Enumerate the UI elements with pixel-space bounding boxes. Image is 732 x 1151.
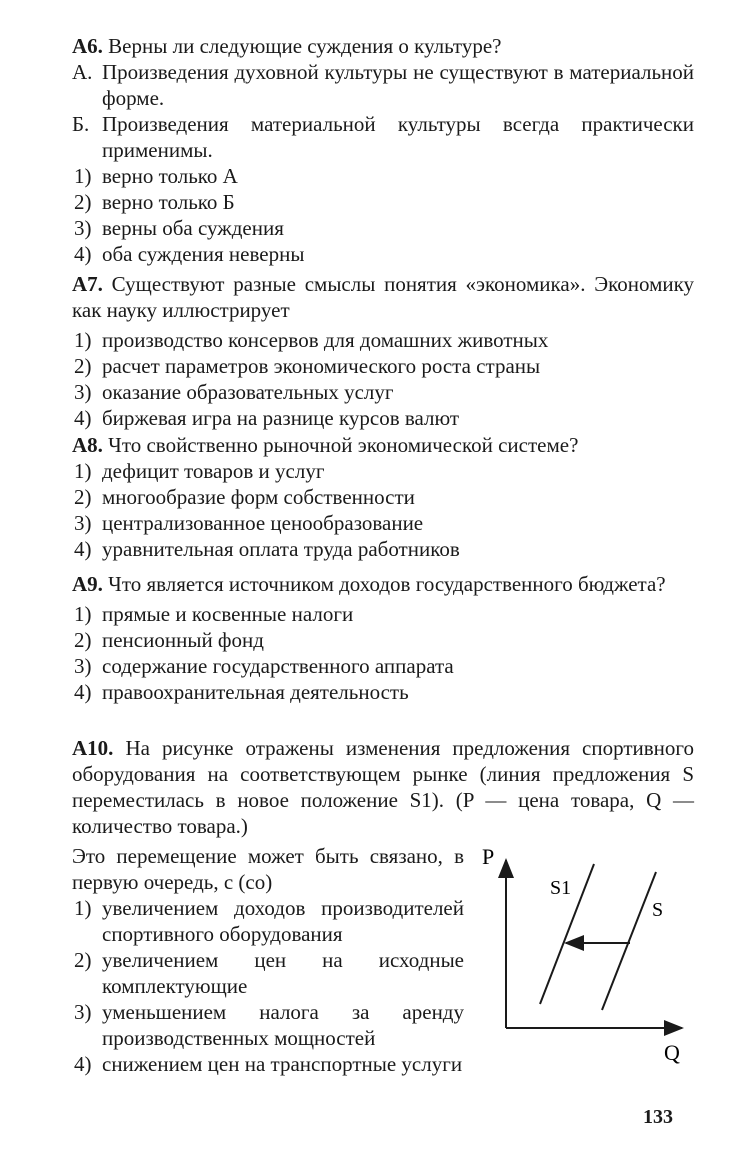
question-a10-text [72,735,694,839]
question-number: А6. [72,34,103,58]
q-axis-label: Q [664,1040,680,1065]
statement-text: Произведения материальной культуры всегда практически применимы. [102,112,694,162]
option-number: 1) [74,328,92,352]
option-text: оба суждения неверны [102,242,305,266]
option-number: 1) [74,459,92,483]
statement-text: Произведения духовной культуры не существуют в материальной форме. [102,60,694,110]
option-text: правоохранительная деятельность [102,680,409,704]
answer-option[interactable] [72,327,694,353]
option-number: 3) [74,216,92,240]
option-number: 3) [74,511,92,535]
question-a9-text [72,571,694,597]
option-text: производство консервов для домашних животных [102,328,549,352]
question-number: А10. [72,736,114,760]
option-text: расчет параметров экономического роста страны [102,354,541,378]
answer-option[interactable] [72,947,464,999]
statement-letter: Б. [72,112,90,136]
answer-option[interactable] [72,679,694,705]
answer-option[interactable] [72,353,694,379]
option-text: прямые и косвенные налоги [102,602,354,626]
answer-option[interactable] [72,163,694,189]
statement-b [72,111,694,163]
question-text: Существуют разные смыслы понятия «экономика». Экономику как науку иллюстрирует [72,272,695,322]
option-number: 2) [74,948,92,972]
option-text: пенсионный фонд [102,628,264,652]
answer-option[interactable] [72,379,694,405]
answer-option[interactable] [72,536,694,562]
question-lead: Это перемещение может быть связано, в первую очередь, с (со) [72,844,464,894]
answer-option[interactable] [72,999,464,1051]
answer-option[interactable] [72,189,694,215]
option-number: 1) [74,164,92,188]
option-text: верно только Б [102,190,235,214]
option-text: увеличением цен на исходные комплектующие [102,948,464,998]
option-number: 2) [74,190,92,214]
option-number: 3) [74,1000,92,1024]
answer-option[interactable] [72,458,694,484]
option-number: 3) [74,654,92,678]
question-a6 [72,33,694,267]
question-number: А7. [72,272,103,296]
answer-option[interactable] [72,510,694,536]
option-number: 4) [74,406,92,430]
option-text: оказание образовательных услуг [102,380,394,404]
answer-option[interactable] [72,627,694,653]
option-text: уменьшением налога за аренду производственных мощностей [102,1000,464,1050]
answer-option[interactable] [72,653,694,679]
supply-shift-diagram [476,840,696,1080]
answer-option[interactable] [72,241,694,267]
option-number: 1) [74,602,92,626]
question-a8 [72,432,694,562]
option-text: уравнительная оплата труда работников [102,537,460,561]
option-text: биржевая игра на разнице курсов валют [102,406,460,430]
answer-option[interactable] [72,895,464,947]
option-text: снижением цен на транспортные услуги [102,1052,463,1076]
option-number: 4) [74,680,92,704]
answer-option[interactable] [72,215,694,241]
page-number: 133 [643,1106,673,1128]
question-a6-text [72,33,694,59]
option-number: 2) [74,628,92,652]
option-number: 1) [74,896,92,920]
question-a7 [72,271,694,431]
option-number: 4) [74,242,92,266]
answer-option[interactable] [72,484,694,510]
statement-letter: А. [72,60,93,84]
question-a9 [72,571,694,705]
option-text: увеличением доходов производителей спортивного оборудования [102,896,464,946]
option-number: 2) [74,485,92,509]
question-text: Верны ли следующие суждения о культуре? [108,34,502,58]
s1-label: S1 [550,877,572,899]
answer-option[interactable] [72,405,694,431]
option-text: дефицит товаров и услуг [102,459,325,483]
question-number: А9. [72,572,103,596]
s-label: S [652,899,664,921]
question-a7-text [72,271,694,323]
question-text: Что является источником доходов государственного бюджета? [108,572,666,596]
option-text: верны оба суждения [102,216,284,240]
question-number: А8. [72,433,103,457]
answer-option[interactable] [72,1051,464,1077]
statement-a [72,59,694,111]
option-text: содержание государственного аппарата [102,654,454,678]
question-text: На рисунке отражены изменения предложения спортивного оборудования на соответствующем рынке (линия предложения S переместилась в новое положение S1). (P — цена товара, Q — количество товара.) [72,736,694,838]
option-number: 2) [74,354,92,378]
option-number: 4) [74,1052,92,1076]
option-text: верно только А [102,164,238,188]
s-curve [602,872,656,1010]
option-number: 3) [74,380,92,404]
option-number: 4) [74,537,92,561]
option-text: централизованное ценообразование [102,511,424,535]
option-text: многообразие форм собственности [102,485,415,509]
question-text: Что свойственно рыночной экономической системе? [108,433,579,457]
question-a10-lead-block [72,843,464,1077]
p-axis-label: P [482,844,495,869]
answer-option[interactable] [72,601,694,627]
question-a8-text [72,432,694,458]
